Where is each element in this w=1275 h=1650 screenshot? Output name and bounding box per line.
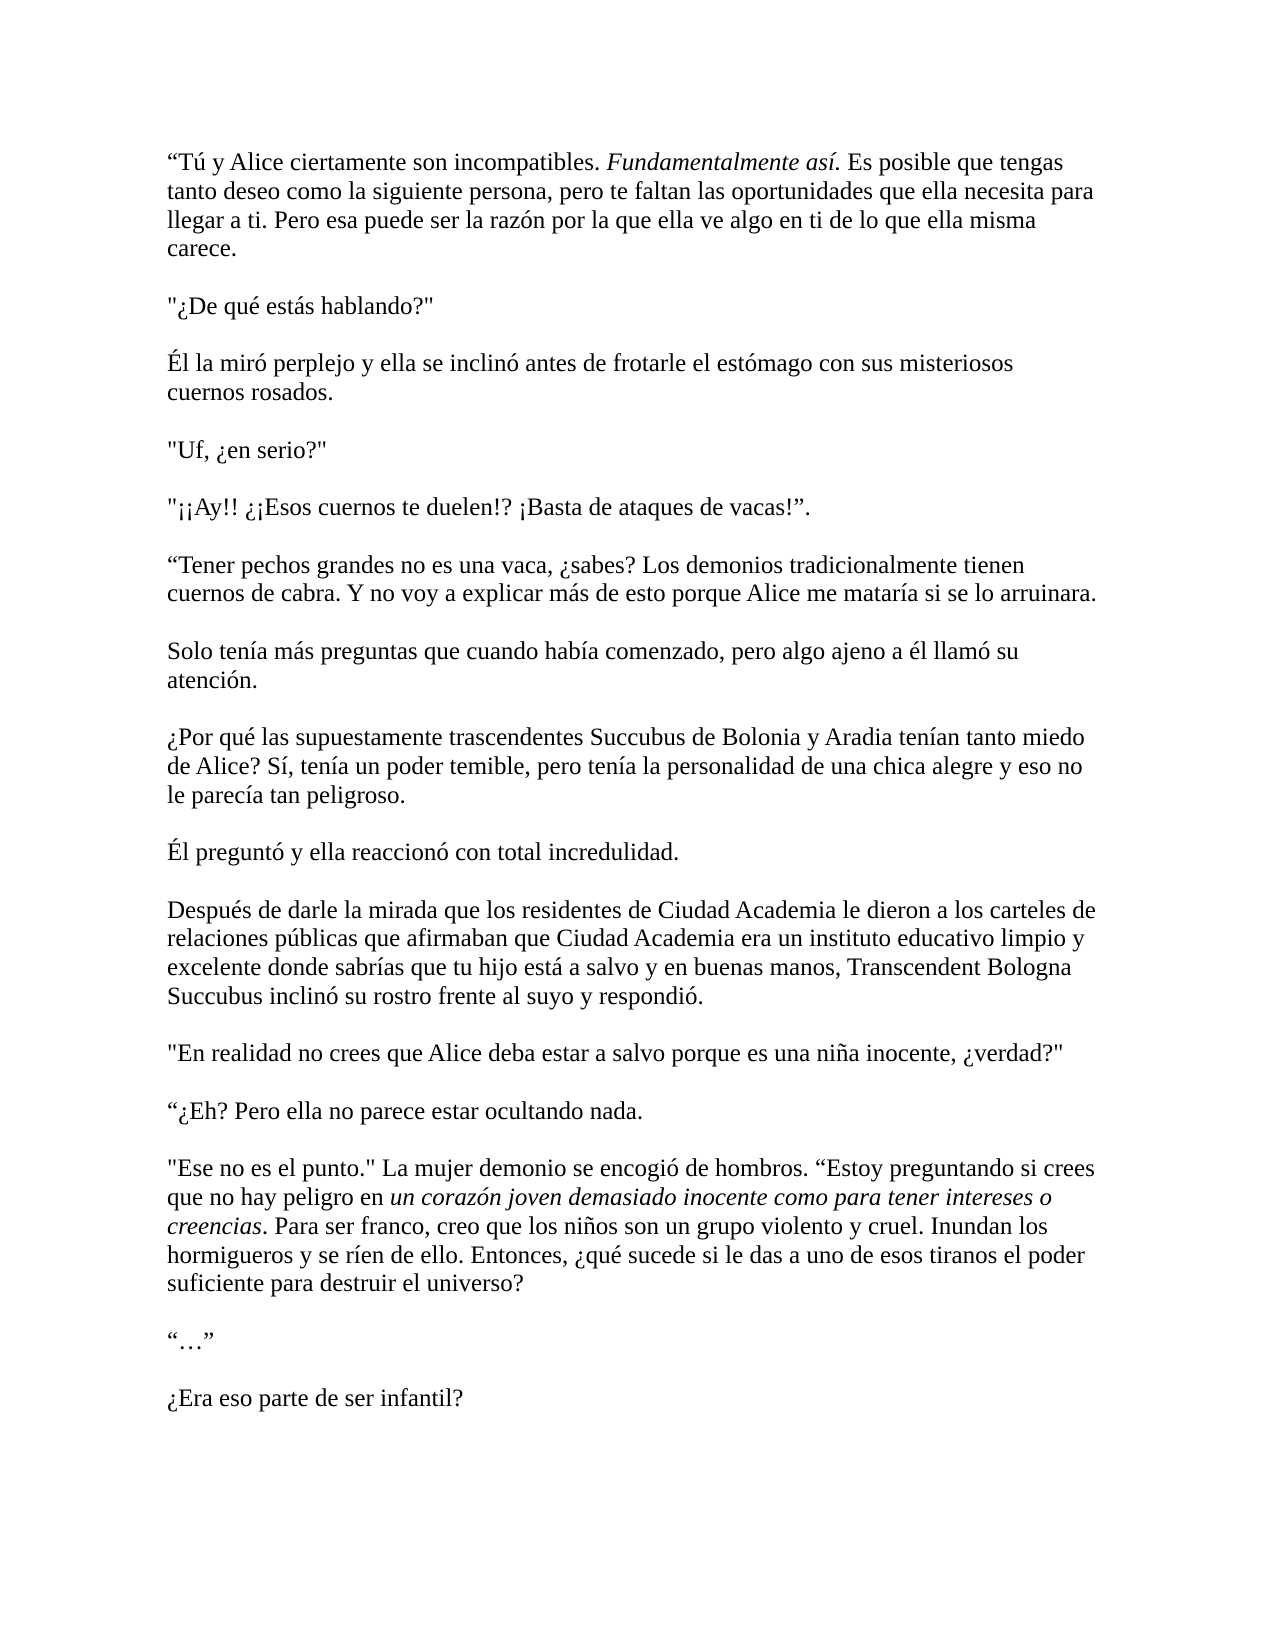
paragraph	[167, 638, 1097, 696]
italic-text-run: Fundamentalmente así.	[606, 149, 842, 176]
text-run: "Ese no es el punto." La mujer demonio se encogió de hombros. “Estoy preguntando si crees que no hay peligro en	[167, 1155, 1095, 1211]
paragraph	[167, 1040, 1097, 1069]
paragraph	[167, 897, 1097, 1012]
text-run: Él la miró perplejo y ella se inclinó antes de frotarle el estómago con sus misteriosos cuernos rosados.	[167, 350, 1014, 406]
paragraph	[167, 437, 1097, 466]
paragraph	[167, 1155, 1097, 1299]
paragraph	[167, 724, 1097, 810]
paragraph	[167, 494, 1097, 523]
paragraph	[167, 350, 1097, 408]
document-content	[167, 149, 1097, 1443]
paragraph	[167, 839, 1097, 868]
paragraph	[167, 1098, 1097, 1127]
text-run: "¿De qué estás hablando?"	[167, 292, 434, 320]
text-run: "En realidad no crees que Alice deba estar a salvo porque es una niña inocente, ¿verdad?"	[167, 1040, 1064, 1068]
paragraph	[167, 552, 1097, 610]
paragraph	[167, 1385, 1097, 1414]
text-run: "¡¡Ay!! ¿¡Esos cuernos te duelen!? ¡Basta de ataques de vacas!”.	[167, 494, 811, 521]
paragraph	[167, 293, 1097, 322]
text-run: Es posible que tengas tanto deseo como la siguiente persona, pero te faltan las oportunidades que ella necesita para llegar a ti. Pero esa puede ser la razón por la que ella ve algo en ti de lo que ella misma carece.	[167, 149, 1094, 263]
text-run: . Para ser franco, creo que los niños son un grupo violento y cruel. Inundan los hormigueros y se ríen de ello. Entonces, ¿qué sucede si le das a uno de esos tiranos el poder suficiente para destruir el universo?	[167, 1212, 1085, 1298]
paragraph	[167, 149, 1097, 264]
paragraph	[167, 1328, 1097, 1357]
italic-text-run: un corazón joven demasiado inocente como para tener intereses o creencias	[167, 1184, 1052, 1240]
text-run: Él preguntó y ella reaccionó con total incredulidad.	[167, 839, 680, 866]
text-run: ¿Por qué las supuestamente trascendentes Succubus de Bolonia y Aradia tenían tanto miedo de Alice? Sí, tenía un poder temible, pero tenía la personalidad de una chica alegre y eso no le parecía tan peligroso.	[167, 724, 1085, 809]
text-run: "Uf, ¿en serio?"	[167, 436, 327, 464]
text-run: Solo tenía más preguntas que cuando había comenzado, pero algo ajeno a él llamó su atención.	[167, 637, 1019, 694]
text-run: Después de darle la mirada que los residentes de Ciudad Academia le dieron a los carteles de relaciones públicas que afirmaban que Ciudad Academia era un instituto educativo limpio y excelente donde sabrías que tu hijo está a salvo y en buenas manos, Transcendent Bologna Succubus inclinó su rostro frente al suyo y respondió.	[167, 896, 1096, 1010]
text-run: “Tener pechos grandes no es una vaca, ¿sabes? Los demonios tradicionalmente tienen cuernos de cabra. Y no voy a explicar más de esto porque Alice me mataría si se lo arruinara.	[167, 551, 1097, 608]
text-run: “Tú y Alice ciertamente son incompatibles.	[167, 149, 607, 176]
text-run: “…”	[167, 1327, 215, 1355]
text-run: ¿Era eso parte de ser infantil?	[167, 1385, 464, 1413]
text-run: “¿Eh? Pero ella no parece estar ocultando nada.	[167, 1097, 644, 1125]
